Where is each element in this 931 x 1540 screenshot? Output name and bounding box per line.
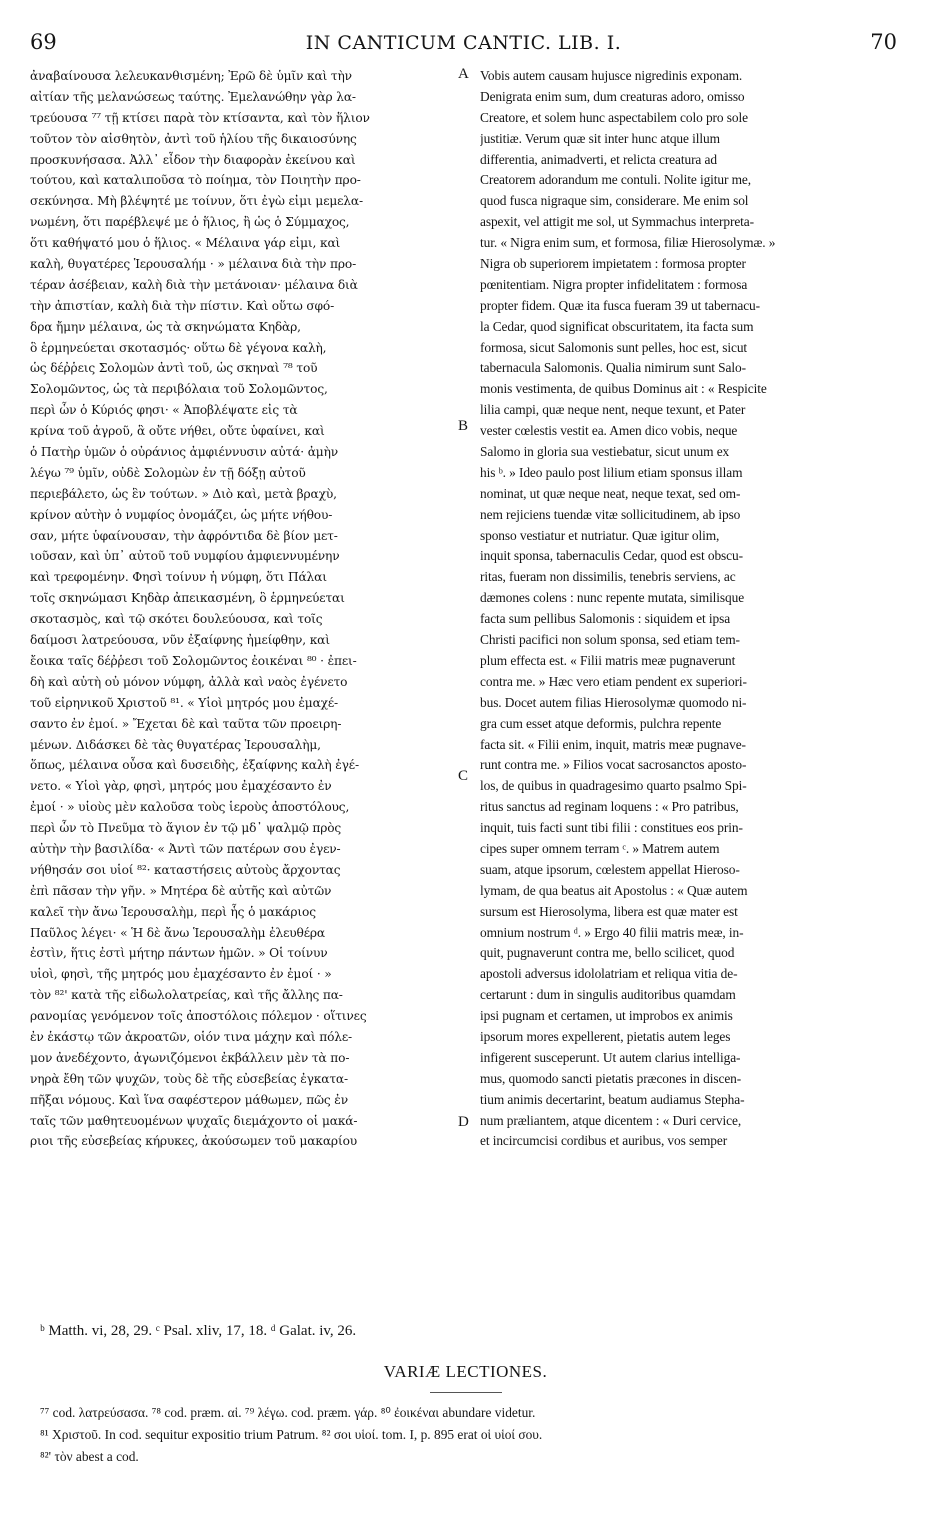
variant-reading-line: ⁷⁷ cod. λατρεύσασα. ⁷⁸ cod. præm. αἱ. ⁷⁹ λέγω. cod. præm. γάρ. ⁸⁰ ἐοικέναι abundare videtur. (40, 1405, 536, 1420)
greek-text-line: ἐστὶν, ἥτις ἐστὶ μήτηρ πάντων ἡμῶν. » Οἱ τοίνυν (30, 946, 328, 961)
greek-text-line: ὡς δέῤῥεις Σολομὼν ἀντὶ τοῦ, ὡς σκηναὶ ⁷⁸ τοῦ (30, 361, 318, 376)
greek-text-line: ὁ Πατὴρ ὑμῶν ὁ οὐράνιος ἀμφιέννυσιν αὐτά· ἀμὴν (30, 445, 338, 460)
latin-text-line: Salomo in gloria sua vestiebatur, sicut unum ex (480, 444, 730, 460)
greek-text-line: ριοι τῆς εὐσεβείας κήρυκες, ἀκούσωμεν τοῦ μακαρίου (30, 1134, 358, 1149)
latin-text-line: nominat, ut quæ neque neat, neque texat, sed om- (480, 485, 741, 501)
latin-text-line: ipsorum mores expellerent, pietatis autem leges (480, 1028, 731, 1044)
greek-text-line: Σολομῶντος, ὡς τὰ περιβόλαια τοῦ Σολομῶντος, (30, 382, 328, 397)
variant-reading-line: ⁸²' τὸν abest a cod. (40, 1449, 139, 1464)
latin-text-line: et incircumcisi cordibus et auribus, vos semper (480, 1133, 728, 1149)
latin-text-line: lilia campi, quæ neque nent, neque texunt, et Pater (480, 402, 746, 418)
latin-text-line: quit, pugnaverunt contra me, bello scilicet, quod (480, 945, 735, 961)
latin-text-line: monis vestimenta, de quibus Dominus ait : « Respicite (480, 381, 767, 397)
latin-text-line: tium animis decertarint, beatum audiamus Stepha- (480, 1091, 745, 1107)
latin-text-line: aspexit, vel attigit me sol, ut Symmachus interpreta- (480, 214, 754, 230)
greek-text-line: τέραν ἀσέβειαν, καλὴ διὰ τὴν μετάνοιαν· μέλαινα διὰ (30, 277, 358, 292)
latin-text-line: lymam, de qua beatus ait Apostolus : « Quæ autem (480, 882, 748, 898)
greek-text-line: σαντο ἐν ἐμοί. » Ἔχεται δὲ καὶ ταῦτα τῶν προειρη- (30, 716, 342, 731)
latin-text-line: mus, quomodo sancti pietatis præcones in discen- (480, 1070, 742, 1086)
greek-text-line: περιεβάλετο, ὡς ἓν τούτων. » Διὸ καὶ, μετὰ βραχὺ, (30, 486, 337, 501)
latin-text-line: nem rejiciens tuendæ vitæ sollicitudinem, ab ipso (480, 506, 741, 522)
greek-text-line: περὶ ὧν ὁ Κύριός φησι· « Ἀποβλέψατε εἰς τὰ (30, 403, 298, 418)
greek-text-line: καλεῖ τὴν ἄνω Ἱερουσαλὴμ, περὶ ἧς ὁ μακάριος (30, 904, 316, 919)
greek-text-line: δὴ καὶ αὐτὴ οὐ μόνον νύμφη, ἀλλὰ καὶ ναὸς ἐγένετο (30, 674, 348, 689)
greek-text-line: μον ἀνεδέχοντο, ἀγωνιζόμενοι ἐκβάλλειν μὲν τὰ πο- (30, 1050, 350, 1065)
latin-text-line: num præliantem, atque dicentem : « Duri cervice, (480, 1112, 742, 1128)
latin-text-line: cipes super omnem terram ᶜ. » Matrem autem (480, 840, 720, 856)
latin-text-line: bus. Docet autem filias Hierosolymæ quomodo ni- (480, 694, 747, 710)
greek-text-line: νετο. « Υἱοὶ γὰρ, φησὶ, μητρός μου ἐμαχέσαντο ἐν (30, 779, 332, 794)
greek-text-line: σκοτασμὸς, καὶ τῷ σκότει δουλεύουσα, καὶ τοῖς (30, 612, 323, 627)
latin-text-line: propter fidem. Quæ ita fusca fueram 39 ut tabernacu- (480, 297, 760, 313)
greek-text-line: καὶ τρεφομένην. Φησὶ τοίνυν ἡ νύμφη, ὅτι Πάλαι (30, 570, 327, 585)
latin-text-line: Creatorem adorandum me contuli. Nolite igitur me, (480, 172, 752, 188)
running-title: IN CANTICUM CANTIC. LIB. I. (305, 32, 622, 54)
margin-letter-b: B (458, 418, 469, 434)
greek-text-line: μένων. Διδάσκει δὲ τὰς θυγατέρας Ἱερουσαλὴμ, (30, 737, 321, 752)
greek-text-line: τὴν ἀπιστίαν, καλὴ διὰ τὴν πίστιν. Καὶ οὕτω σφό- (30, 298, 335, 313)
latin-text-line: tabernacula Salomonis. Qualia nimirum sunt Salo- (480, 360, 746, 376)
latin-text-line: sursum est Hierosolyma, libera est quæ mater est (480, 903, 738, 919)
greek-text-line: σεκύνησα. Μὴ βλέψητέ με τοίνυν, ὅτι ἐγὼ εἰμι μεμελα- (30, 194, 363, 209)
greek-text-line: τοῦ εἰρηνικοῦ Χριστοῦ ⁸¹. « Υἱοὶ μητρός μου ἐμαχέ- (30, 695, 339, 710)
variae-lectiones-heading: VARIÆ LECTIONES. (383, 1362, 548, 1381)
latin-text-line: los, de quibus in quadragesimo quarto psalmo Spi- (480, 778, 747, 794)
latin-text-line: runt contra me. » Filios vocat sacrosanctos aposto- (480, 757, 747, 773)
greek-text-line: αἰτίαν τῆς μελανώσεως ταύτης. Ἐμελανώθην γὰρ λα- (30, 89, 356, 104)
margin-letter-c: C (458, 768, 469, 784)
variae-lectiones (40, 1402, 900, 1468)
greek-text-line: ἐπὶ πᾶσαν τὴν γῆν. » Μητέρα δὲ αὐτῆς καὶ αὐτῶν (30, 883, 332, 898)
greek-text-line: κρίνα τοῦ ἀγροῦ, ἃ οὔτε νήθει, οὔτε ὑφαίνει, καὶ (30, 424, 325, 439)
latin-text-line: facta sum pellibus Salomonis : siquidem et ipsa (480, 611, 731, 627)
latin-text-line: Denigrata enim sum, dum creaturas adoro, omisso (480, 88, 745, 104)
greek-text-line: πῆξαι νόμους. Καὶ ἵνα σαφέστερον μάθωμεν, πῶς ἐν (30, 1092, 348, 1107)
greek-text-line: τρεύουσα ⁷⁷ τῇ κτίσει παρὰ τὸν κτίσαντα, καὶ τὸν ἥλιον (30, 110, 370, 125)
greek-text-line: λέγω ⁷⁹ ὑμῖν, οὐδὲ Σολομὼν ἐν τῇ δόξῃ αὐτοῦ (30, 465, 306, 480)
latin-text-line: facta sit. « Filii enim, inquit, matris meæ pugnave- (480, 736, 746, 752)
latin-text-line: Creatore, et solem hunc aspectabilem colo pro sole (480, 109, 748, 125)
latin-text-line: tur. « Nigra enim sum, et formosa, filiæ Hierosolymæ. » (480, 235, 776, 251)
greek-text-line: νωμένη, ὅτι παρέβλεψέ με ὁ ἥλιος, ἢ ὡς ὁ Σύμμαχος, (30, 215, 350, 230)
latin-text-line: gra cum esset atque deformis, pulchra repente (480, 715, 722, 731)
latin-text-line: vester cœlestis vestit ea. Amen dico vobis, neque (480, 423, 738, 439)
latin-text-line: pœnitentiam. Nigra propter infidelitatem : formosa (480, 276, 748, 292)
latin-text-line: justitiæ. Verum quæ sit inter hunc atque illum (480, 130, 720, 146)
greek-text-line: κρίνον αὐτὴν ὁ νυμφίος ὀνομάζει, ὡς μήτε νήθου- (30, 507, 333, 522)
latin-column (480, 66, 898, 1152)
latin-text-line: sponso vestiatur et nutriatur. Quæ igitur olim, (480, 527, 720, 543)
latin-text-line: infigerent susceperunt. Ut autem clarius intelliga- (480, 1049, 741, 1065)
greek-text-line: δαίμοσι λατρεύουσα, νῦν ἐξαίφνης ἠμείφθην, καὶ (30, 633, 330, 648)
latin-text-line: contra me. » Hæc vero etiam pendent ex superiori- (480, 673, 747, 689)
latin-text-line: quod fusca nigraque sim, considerare. Me enim sol (480, 193, 749, 209)
greek-text-line: ὅτι καθήψατό μου ὁ ἥλιος. « Μέλαινα γάρ εἰμι, καὶ (30, 236, 341, 251)
greek-text-line: ἔοικα ταῖς δέῤῥεσι τοῦ Σολομῶντος ἐοικέναι ⁸⁰ · ἐπει- (30, 653, 357, 668)
variant-reading-line: ⁸¹ Χριστοῦ. In cod. sequitur expositio trium Patrum. ⁸² σοι υἱοί. tom. I, p. 895 erat οἱ υἱοί σου. (40, 1427, 543, 1442)
page-number-right: 70 (870, 30, 897, 54)
greek-text-line: ἐν ἑκάστῳ τῶν ἀκροατῶν, οἱόν τινα μάχην καὶ πόλε- (30, 1029, 353, 1044)
greek-text-line: ὅπως, μέλαινα οὖσα καὶ δυσειδὴς, ἐξαίφνης καλὴ ἐγέ- (30, 758, 359, 773)
latin-text-line: ritus sanctus ad reginam loquens : « Pro patribus, (480, 799, 739, 815)
latin-text-line: certarunt : dum in singulis auditoribus quamdam (480, 987, 736, 1003)
latin-text-line: inquit, tuis facti sunt tibi filii : constitues eos prin- (480, 820, 743, 836)
footnotes: ᵇ Matth. vi, 28, 29. ᶜ Psal. xliv, 17, 18. ᵈ Galat. iv, 26. (40, 1323, 357, 1339)
margin-letter-a: A (458, 66, 469, 82)
greek-text-line: ρανομίας γενόμενον τοῖς ἀποστόλοις πόλεμον · οἵτινες (30, 1009, 367, 1024)
latin-text-line: inquit sponsa, tabernaculis Cedar, quod est obscu- (480, 548, 743, 564)
greek-text-line: περὶ ὧν τὸ Πνεῦμα τὸ ἅγιον ἐν τῷ μδ᾿ ψαλμῷ πρὸς (30, 821, 342, 836)
heading-rule (430, 1392, 502, 1393)
latin-text-line: la Cedar, quod significat obscuritatem, ita facta sum (480, 318, 754, 334)
latin-text-line: ritas, fueram non dissimilis, tenebris serviens, ac (480, 569, 736, 585)
greek-text-line: τούτου, καὶ καταλιποῦσα τὸ ποίημα, τὸν Ποιητὴν προ- (30, 173, 361, 188)
greek-text-line: τὸν ⁸²' κατὰ τῆς εἰδωλολατρείας, καὶ τῆς ἄλλης πα- (30, 988, 343, 1003)
greek-text-line: τοῖς σκηνώμασι Κηδὰρ ἀπεικασμένη, ὃ ἑρμηνεύεται (30, 591, 345, 606)
latin-text-line: differentia, animadverti, et relicta creatura ad (480, 151, 717, 167)
greek-text-line: τοῦτον τὸν αἰσθητὸν, ἀντὶ τοῦ ἡλίου τῆς δικαιοσύνης (30, 131, 357, 146)
latin-text-line: omnium nostrum ᵈ. » Ergo 40 filii matris meæ, in- (480, 924, 744, 940)
latin-text-line: ipsi pugnam et certamen, ut improbos ex animis (480, 1008, 733, 1024)
latin-text-line: dæmones colens : nunc repente mutata, similisque (480, 590, 745, 606)
page-number-left: 69 (30, 30, 57, 54)
greek-text-line: αὐτὴν τὴν βασιλίδα· « Ἀντὶ τῶν πατέρων σου ἐγεν- (30, 841, 341, 856)
greek-text-line: σαν, μήτε ὑφαίνουσαν, τὴν ἀφρόντιδα δὲ βίον μετ- (30, 528, 338, 543)
greek-text-line: υἱοὶ, φησὶ, τῆς μητρός μου ἐμαχέσαντο ἐν ἐμοί · » (30, 967, 332, 982)
latin-text-line: formosa, sicut Salomonis sunt pelles, hoc est, sicut (480, 339, 748, 355)
greek-text-line: ιοῦσαν, καὶ ὑπ᾿ αὐτοῦ τοῦ νυμφίου ἀμφιεννυμένην (30, 549, 340, 564)
greek-text-line: προσκυνήσασα. Ἀλλ᾿ εἶδον τὴν διαφορὰν ἐκείνου καὶ (30, 152, 356, 167)
latin-text-line: his ᵇ. » Ideo paulo post lilium etiam sponsus illam (480, 464, 743, 480)
greek-text-line: ἐμοί · » υἱοὺς μὲν καλοῦσα τοὺς ἱεροὺς ἀποστόλους, (30, 800, 350, 815)
greek-text-line: νήθησάν σοι υἱοί ⁸²· καταστήσεις αὐτοὺς ἄρχοντας (30, 862, 341, 877)
margin-letter-d: D (458, 1114, 469, 1130)
greek-text-line: ταῖς τῶν μαθητευομένων ψυχαῖς διεμάχοντο οἱ μακά- (30, 1113, 358, 1128)
greek-text-line: ἀναβαίνουσα λελευκανθισμένη; Ἐρῶ δὲ ὑμῖν καὶ τὴν (30, 69, 352, 83)
greek-text-line: καλὴ, θυγατέρες Ἱερουσαλήμ · » μέλαινα διὰ τὴν προ- (30, 257, 357, 272)
greek-column (30, 66, 452, 1152)
latin-text-line: Nigra ob superiorem impietatem : formosa propter (480, 256, 746, 272)
page-header (30, 24, 897, 60)
latin-text-line: Vobis autem causam hujusce nigredinis exponam. (480, 68, 743, 83)
latin-text-line: Christi pacifici non solum sponsa, sed etiam tem- (480, 632, 740, 648)
latin-text-line: plum effecta est. « Filii matris meæ pugnaverunt (480, 652, 736, 668)
latin-text-line: apostoli adversus idololatriam et reliqua vitia de- (480, 966, 738, 982)
greek-text-line: ὃ ἑρμηνεύεται σκοτασμός· οὕτω δὲ γέγονα καλὴ, (30, 340, 327, 355)
greek-text-line: Παῦλος λέγει· « Ἡ δὲ ἄνω Ἱερουσαλὴμ ἐλευθέρα (30, 925, 325, 940)
greek-text-line: νηρὰ ἔθη τῶν ψυχῶν, τοὺς δὲ τῆς εὐσεβείας ἐγκατα- (30, 1071, 348, 1086)
latin-text-line: suam, atque ipsorum, cœlestem appellat Hieroso- (480, 861, 740, 877)
greek-text-line: δρα ἤμην μέλαινα, ὡς τὰ σκηνώματα Κηδὰρ, (30, 319, 301, 334)
